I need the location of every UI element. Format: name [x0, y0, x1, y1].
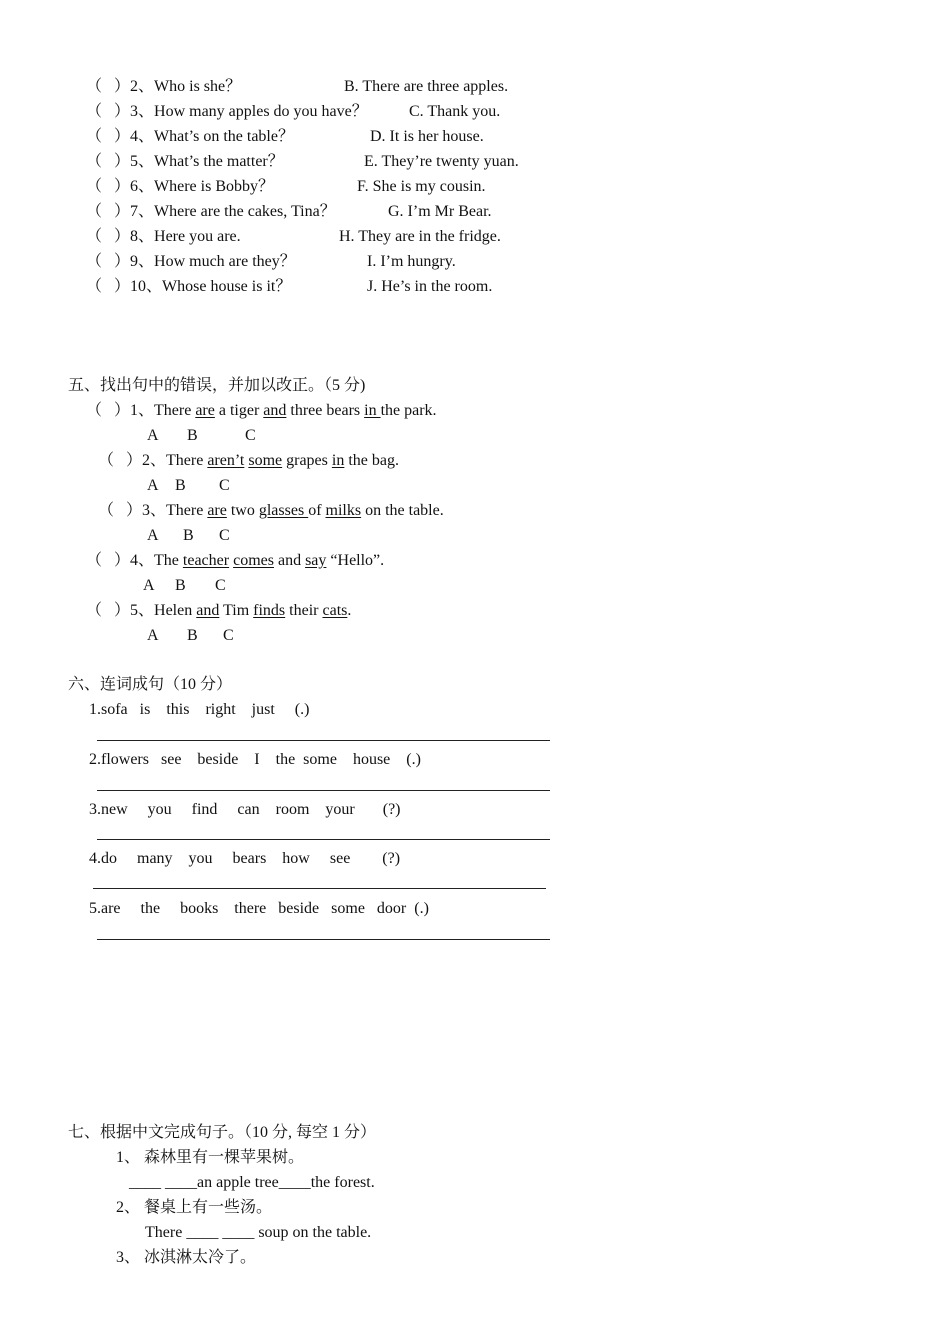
option-label: A — [143, 577, 155, 594]
fill-sentence — [145, 1223, 371, 1243]
option-label: B — [187, 427, 198, 444]
question-text: 5、What’s the matter？ — [130, 153, 284, 170]
answer-paren[interactable]: （ ） — [86, 552, 131, 569]
question-text: 4、What’s on the table？ — [130, 128, 294, 145]
underlined-word: comes — [233, 552, 274, 569]
sentence-text: three bears — [286, 402, 365, 419]
answer-line[interactable] — [97, 839, 550, 840]
answer-line[interactable] — [93, 888, 546, 889]
sentence-text: 2、There — [142, 452, 208, 469]
answer-paren[interactable]: （ ） — [86, 153, 131, 170]
sentence-text: the bag. — [344, 452, 399, 469]
chinese-prompt: 2、 餐桌上有一些汤。 — [116, 1199, 273, 1216]
question-text: 9、How much are they？ — [130, 253, 296, 270]
sentence-text: the park. — [380, 402, 437, 419]
blank[interactable]: ____ — [222, 1224, 255, 1241]
answer-line[interactable] — [97, 790, 550, 791]
sentence-text: two — [226, 502, 259, 519]
matching-row — [86, 277, 291, 297]
underlined-word: finds — [253, 602, 286, 619]
question-text: 7、Where are the cakes, Tina？ — [130, 203, 336, 220]
matching-row — [86, 127, 294, 147]
option-label: C — [223, 627, 234, 644]
section-title: 七、根据中文完成句子。（10 分, 每空 1 分） — [68, 1124, 377, 1141]
underlined-word: milks — [325, 502, 362, 519]
question-text: 8、Here you are. — [130, 228, 241, 245]
answer-paren[interactable]: （ ） — [86, 203, 131, 220]
underlined-word: glasses — [258, 502, 309, 519]
chinese-prompt: 3、 冰淇淋太冷了。 — [116, 1249, 257, 1266]
underlined-word: say — [305, 552, 327, 569]
option-label: C — [215, 577, 226, 594]
option-label: A — [147, 527, 159, 544]
question-text: 3、How many apples do you have？ — [130, 103, 368, 120]
error-item — [98, 451, 399, 471]
word-order-item: 4.do many you bears how see (?) — [89, 850, 401, 867]
answer-option: F. She is my cousin. — [357, 178, 486, 195]
question-text: 2、Who is she？ — [130, 78, 242, 95]
matching-row — [86, 152, 284, 172]
answer-paren[interactable]: （ ） — [98, 452, 143, 469]
sentence-text: 1、There — [130, 402, 196, 419]
error-item — [86, 401, 437, 421]
error-item — [86, 551, 384, 571]
answer-paren[interactable]: （ ） — [86, 228, 131, 245]
word-order-item: 2.flowers see beside I the some house (.) — [89, 751, 421, 768]
sentence-text: 5、Helen — [130, 602, 197, 619]
answer-paren[interactable]: （ ） — [86, 278, 131, 295]
section-title: 六、连词成句（10 分） — [68, 676, 233, 693]
underlined-word: and — [263, 402, 287, 419]
option-label: C — [245, 427, 256, 444]
answer-paren[interactable]: （ ） — [86, 402, 131, 419]
section-title: 五、找出句中的错误，并加以改正。（5 分) — [68, 377, 366, 394]
answer-paren[interactable]: （ ） — [86, 128, 131, 145]
sentence-text: grapes — [282, 452, 332, 469]
answer-option: I. I’m hungry. — [367, 253, 456, 270]
matching-row — [86, 227, 241, 247]
word-order-item: 1.sofa is this right just (.) — [89, 701, 310, 718]
sentence-text: a tiger — [214, 402, 264, 419]
option-label: B — [175, 577, 186, 594]
answer-line[interactable] — [97, 939, 550, 940]
question-text: 6、Where is Bobby？ — [130, 178, 274, 195]
underlined-word: are — [207, 502, 227, 519]
answer-paren[interactable]: （ ） — [86, 78, 131, 95]
sentence-text: and — [273, 552, 306, 569]
sentence-text: “Hello”. — [326, 552, 385, 569]
underlined-word: and — [196, 602, 220, 619]
underlined-word: in — [331, 452, 345, 469]
underlined-word: in — [364, 402, 381, 419]
sentence-text: 4、The — [130, 552, 183, 569]
sentence-text: soup on the table. — [254, 1224, 372, 1241]
matching-row — [86, 102, 368, 122]
answer-option: E. They’re twenty yuan. — [364, 153, 519, 170]
sentence-text: Tim — [219, 602, 254, 619]
word-order-item: 5.are the books there beside some door (.) — [89, 900, 429, 917]
answer-option: D. It is her house. — [370, 128, 484, 145]
matching-row — [86, 77, 241, 97]
chinese-prompt: 1、 森林里有一棵苹果树。 — [116, 1149, 305, 1166]
option-label: B — [175, 477, 186, 494]
error-item — [98, 501, 444, 521]
error-item — [86, 601, 351, 621]
answer-option: J. He’s in the room. — [367, 278, 493, 295]
sentence-text: 3、There — [142, 502, 208, 519]
answer-option: B. There are three apples. — [344, 78, 509, 95]
question-text: 10、Whose house is it？ — [130, 278, 292, 295]
underlined-word: cats — [322, 602, 348, 619]
fill-sentence — [129, 1173, 375, 1193]
blank[interactable]: ____ — [186, 1224, 219, 1241]
answer-paren[interactable]: （ ） — [86, 178, 131, 195]
matching-row — [86, 202, 336, 222]
sentence-text: their — [285, 602, 323, 619]
option-label: B — [187, 627, 198, 644]
sentence-text: of — [308, 502, 326, 519]
blank[interactable]: ____ — [278, 1174, 311, 1191]
blank[interactable]: ____ — [129, 1174, 161, 1191]
option-label: A — [147, 427, 159, 444]
answer-option: H. They are in the fridge. — [339, 228, 501, 245]
sentence-text: the forest. — [310, 1174, 375, 1191]
answer-paren[interactable]: （ ） — [98, 502, 143, 519]
matching-row — [86, 177, 274, 197]
underlined-word: are — [195, 402, 215, 419]
answer-paren[interactable]: （ ） — [86, 103, 131, 120]
sentence-text: an apple tree — [197, 1174, 279, 1191]
matching-row — [86, 252, 296, 272]
blank[interactable]: ____ — [165, 1174, 197, 1191]
underlined-word: teacher — [182, 552, 230, 569]
sentence-text: There — [145, 1224, 187, 1241]
option-label: C — [219, 527, 230, 544]
option-label: A — [147, 477, 159, 494]
answer-option: C. Thank you. — [409, 103, 501, 120]
answer-paren[interactable]: （ ） — [86, 253, 131, 270]
sentence-text: on the table. — [361, 502, 444, 519]
word-order-item: 3.new you find can room your (?) — [89, 801, 401, 818]
underlined-word: aren’t — [207, 452, 245, 469]
underlined-word: some — [248, 452, 283, 469]
sentence-text: . — [347, 602, 352, 619]
option-label: C — [219, 477, 230, 494]
answer-line[interactable] — [97, 740, 550, 741]
option-label: A — [147, 627, 159, 644]
answer-paren[interactable]: （ ） — [86, 602, 131, 619]
option-label: B — [183, 527, 194, 544]
answer-option: G. I’m Mr Bear. — [388, 203, 492, 220]
